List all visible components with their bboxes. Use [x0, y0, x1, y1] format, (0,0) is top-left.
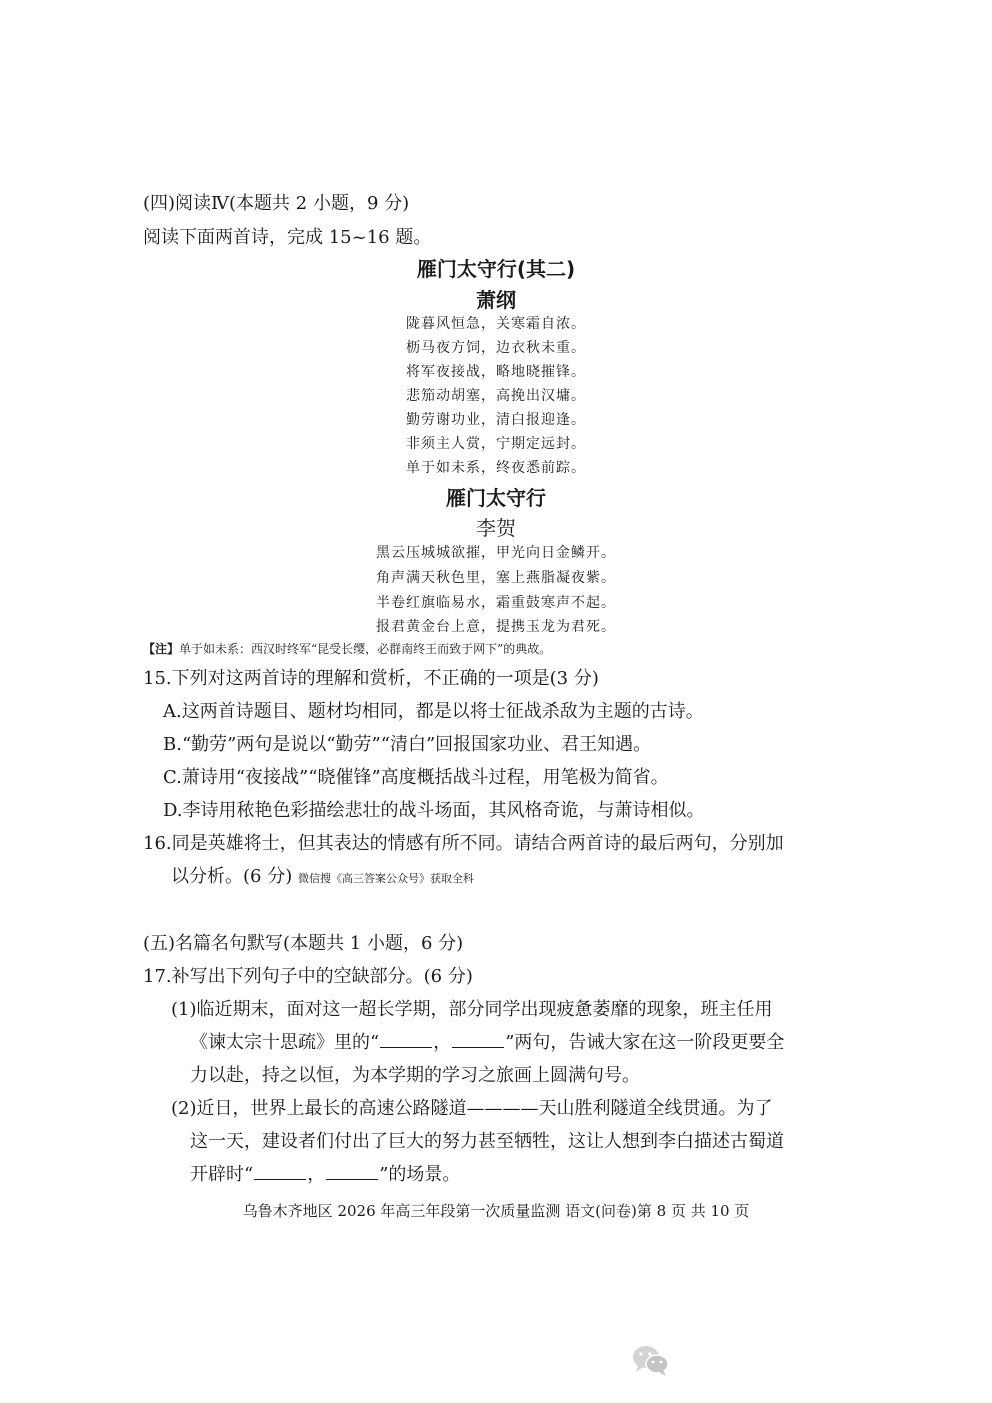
poem2-author: 李贺	[476, 516, 516, 540]
poem-line: 枥马夜方饲，边衣秋未重。	[406, 340, 586, 356]
section5-header: (五)名篇名句默写(本题共 1 小题，6 分)	[143, 933, 464, 954]
poem-note	[143, 640, 551, 657]
section4-instruction: 阅读下面两首诗，完成 15~16 题。	[143, 227, 432, 248]
poem1-author: 萧纲	[476, 288, 516, 312]
poem-line: 报君黄金台上意，提携玉龙为君死。	[376, 619, 616, 635]
q15-option-a: A.这两首诗题目、题材均相同，都是以将士征战杀敌为主题的古诗。	[163, 701, 704, 722]
poem-line: 黑云压城城欲摧，甲光向日金鳞开。	[376, 545, 616, 561]
answer-blank-3[interactable]	[254, 1165, 306, 1180]
note-text: 单于如未系：西汉时终军“昆受长缨，必群南终王而致于网下”的典故。	[179, 642, 552, 656]
q17-p1-line3: 力以赴，持之以恒，为本学期的学习之旅画上圆满句号。	[190, 1065, 640, 1086]
poem-line: 非须主人赏，宁期定远封。	[406, 436, 586, 452]
q16-score: 以分析。(6 分)	[171, 866, 293, 887]
q17-p1-line2	[190, 1031, 784, 1055]
q15-option-b: B.“勤劳”两句是说以“勤劳”“清白”回报国家功业、君王知遇。	[163, 734, 652, 755]
q17-p2-line1: (2)近日，世界上最长的高速公路隧道————天山胜利隧道全线贯通。为了	[171, 1098, 773, 1119]
q16-watermark: 微信搜《高三答案公众号》获取全科	[297, 872, 474, 885]
q17-p1-text-a: 《谏太宗十思疏》里的“	[190, 1032, 380, 1053]
poem-line: 悲笳动胡塞，高挽出汉墉。	[406, 388, 586, 404]
poem-line: 角声满天秋色里，塞上燕脂凝夜紫。	[376, 570, 616, 586]
page-footer: 乌鲁木齐地区 2026 年高三年段第一次质量监测 语文(问卷)第 8 页 共 10 页	[242, 1202, 750, 1220]
poem1-title: 雁门太守行(其二)	[416, 257, 576, 281]
section4-header: (四)阅读Ⅳ(本题共 2 小题，9 分)	[143, 193, 410, 214]
q15-option-d: D.李诗用秾艳色彩描绘悲壮的战斗场面，其风格奇诡，与萧诗相似。	[163, 800, 705, 821]
q17-stem: 17.补写出下列句子中的空缺部分。(6 分)	[143, 966, 473, 987]
answer-blank-2[interactable]	[452, 1033, 504, 1048]
wechat-logo-icon	[630, 1343, 672, 1377]
poem-line: 半卷红旗临易水，霜重鼓寒声不起。	[376, 595, 616, 611]
q17-p2-line3	[190, 1163, 460, 1187]
q16-line2	[171, 865, 474, 891]
answer-blank-4[interactable]	[326, 1165, 378, 1180]
poem-line: 陇暮风恒急，关寒霜自浓。	[406, 316, 586, 332]
note-tag: 【注】	[143, 642, 180, 656]
q17-p1-line1: (1)临近期末，面对这一超长学期，部分同学出现疲惫萎靡的现象，班主任用	[171, 999, 773, 1020]
q17-p2-text-b: ”的场景。	[379, 1164, 461, 1185]
poem-line: 勤劳谢功业，清白报迎逢。	[406, 412, 586, 428]
q17-p1-text-b: ”两句，告诫大家在这一阶段更要全	[505, 1032, 785, 1053]
poem-line: 将军夜接战，略地晓摧锋。	[406, 364, 586, 380]
q17-p2-line2: 这一天，建设者们付出了巨大的努力甚至牺牲，这让人想到李白描述古蜀道	[190, 1131, 784, 1152]
answer-blank-1[interactable]	[380, 1033, 432, 1048]
q16-line1: 16.同是英雄将士，但其表达的情感有所不同。请结合两首诗的最后两句，分别加	[143, 833, 784, 854]
poem-line: 单于如未系，终夜悉前踪。	[406, 460, 586, 476]
q17-p2-text-a: 开辟时“	[190, 1164, 254, 1185]
poem2-title: 雁门太守行	[446, 486, 546, 510]
q15-stem: 15.下列对这两首诗的理解和赏析，不正确的一项是(3 分)	[143, 668, 599, 689]
q17-p2-sep: ，	[307, 1164, 326, 1185]
q15-option-c: C.萧诗用“夜接战”“晓催锋”高度概括战斗过程，用笔极为简省。	[163, 767, 669, 788]
q17-p1-sep: ，	[433, 1032, 452, 1053]
